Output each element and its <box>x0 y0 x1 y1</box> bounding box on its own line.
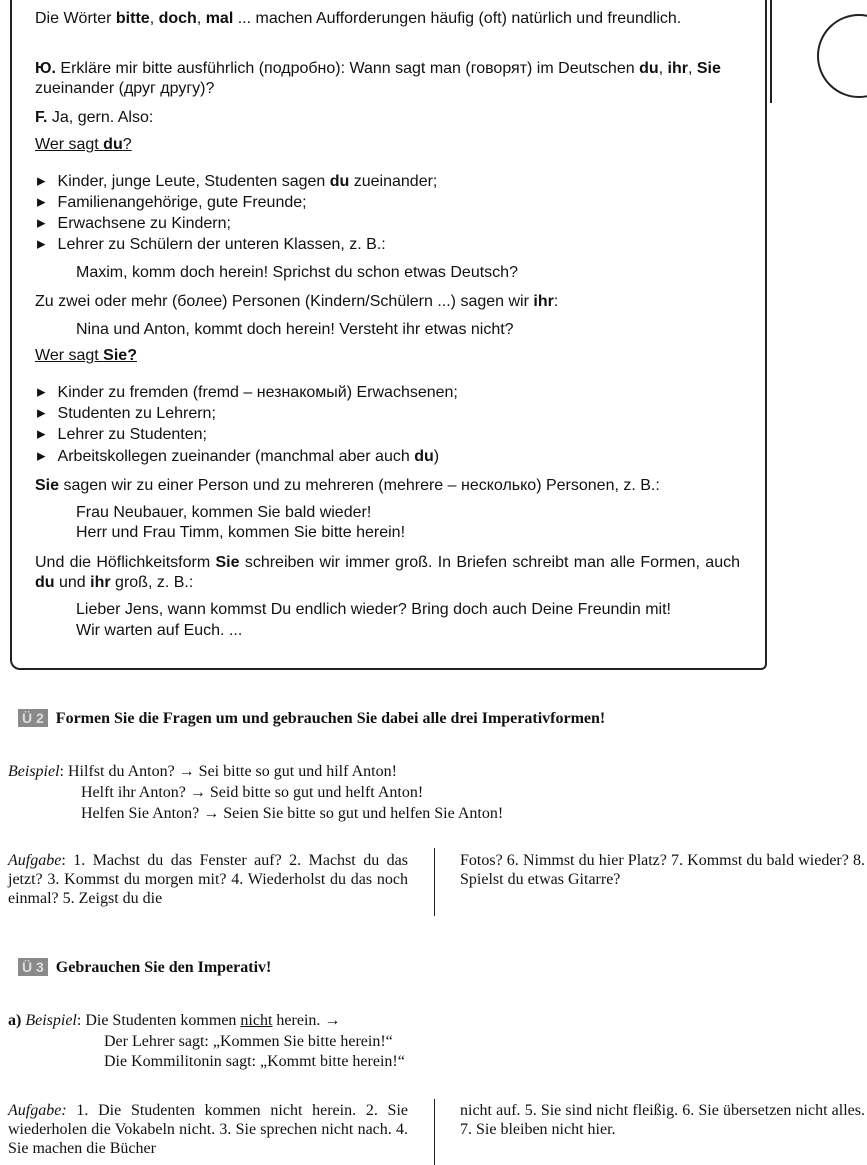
ex2-heading: Ü 2 Formen Sie die Fragen um und gebrauchen Sie dabei alle drei Imperativformen! <box>18 709 605 728</box>
letter-example: Wir warten auf Euch. ... <box>76 622 243 639</box>
ex3-tag: Ü 3 <box>18 958 48 976</box>
ex2-task-left: Aufgabe: 1. Machst du das Fenster auf? 2. Machst du das jetzt? 3. Kommst du morgen mit? 4. Wiederholst du das noch einmal? 5. Zeigst du die <box>8 852 408 907</box>
sie-example: Frau Neubauer, kommen Sie bald wieder! <box>76 504 372 521</box>
ex3-task-right: nicht auf. 5. Sie sind nicht fleißig. 6. Sie übersetzen nicht alles. 7. Sie bleiben nicht hier. <box>460 1102 865 1138</box>
du-example: Maxim, komm doch herein! Sprichst du schon etwas Deutsch? <box>76 264 518 281</box>
column-divider <box>434 1099 435 1165</box>
answer-line: F. Ja, gern. Also: <box>35 109 154 126</box>
corner-arc <box>817 14 867 98</box>
ihr-example: Nina und Anton, kommt doch herein! Versteht ihr etwas nicht? <box>76 321 514 338</box>
du-bullet: ▸ Lehrer zu Schülern der unteren Klassen, z. B.: <box>37 233 386 256</box>
du-bullet: ▸ Erwachsene zu Kindern; <box>37 212 231 235</box>
hoeflich-text: Und die Höflichkeitsform Sie schreiben wir immer groß. In Briefen schreibt man alle Formen, auch du und ihr groß, z. B.: <box>35 554 741 591</box>
sie-bullet: ▸ Lehrer zu Studenten; <box>37 423 207 446</box>
ex2-example-line: Beispiel: Hilfst du Anton? → Sei bitte so gut und hilf Anton! <box>8 763 397 780</box>
sie-example: Herr und Frau Timm, kommen Sie bitte herein! <box>76 524 406 541</box>
sie-heading: Wer sagt Sie? <box>35 347 137 364</box>
ex2-task-right: Fotos? 6. Nimmst du hier Platz? 7. Kommst du bald wieder? 8. Spielst du etwas Gitarre? <box>460 852 865 888</box>
du-bullet: ▸ Familienangehörige, gute Freunde; <box>37 191 307 214</box>
ex2-example-line: Helfen Sie Anton? → Seien Sie bitte so gut und helfen Sie Anton! <box>81 805 504 822</box>
ex2-tag: Ü 2 <box>18 709 48 727</box>
du-heading: Wer sagt du? <box>35 136 132 153</box>
ex2-example-line: Helft ihr Anton? → Seid bitte so gut und helft Anton! <box>81 784 424 801</box>
letter-example: Lieber Jens, wann kommst Du endlich wieder? Bring doch auch Deine Freundin mit! <box>76 601 671 618</box>
sie-bullet: ▸ Kinder zu fremden (fremd – незнакомый) Erwachsenen; <box>37 381 458 404</box>
ex3-task-left: Aufgabe: 1. Die Studenten kommen nicht herein. 2. Sie wiederholen die Vokabeln nicht. 3. Sie sprechen nicht nach. 4. Sie machen die Bücher <box>8 1102 409 1157</box>
du-bullet: ▸ Kinder, junge Leute, Studenten sagen du zueinander; <box>37 170 437 193</box>
ex3-example-line: Die Kommilitonin sagt: „Kommt bitte herein!“ <box>104 1053 405 1070</box>
intro-text: Die Wörter bitte, doch, mal ... machen Aufforderungen häufig (oft) natürlich und freundlich. <box>35 10 682 27</box>
ihr-text: Zu zwei oder mehr (более) Personen (Kindern/Schülern ...) sagen wir ihr: <box>35 293 559 310</box>
question-text: Ю. Erkläre mir bitte ausführlich (подробно): Wann sagt man (говорят) im Deutschen du, ihr, Sie zueinander (друг другу)? <box>35 60 721 97</box>
column-divider <box>434 848 435 916</box>
sie-text: Sie sagen wir zu einer Person und zu mehreren (mehrere – несколько) Personen, z. B.: <box>35 477 660 494</box>
sie-bullet: ▸ Arbeitskollegen zueinander (manchmal aber auch du) <box>37 445 439 468</box>
ex3-example-line: Der Lehrer sagt: „Kommen Sie bitte herein!“ <box>104 1033 393 1050</box>
sie-bullet: ▸ Studenten zu Lehrern; <box>37 402 216 425</box>
question-speaker: Ю. <box>35 60 56 77</box>
corner-line <box>770 0 772 103</box>
ex3-heading: Ü 3 Gebrauchen Sie den Imperativ! <box>18 958 271 977</box>
ex3-example-line: a) Beispiel: Die Studenten kommen nicht herein. → <box>8 1012 341 1029</box>
